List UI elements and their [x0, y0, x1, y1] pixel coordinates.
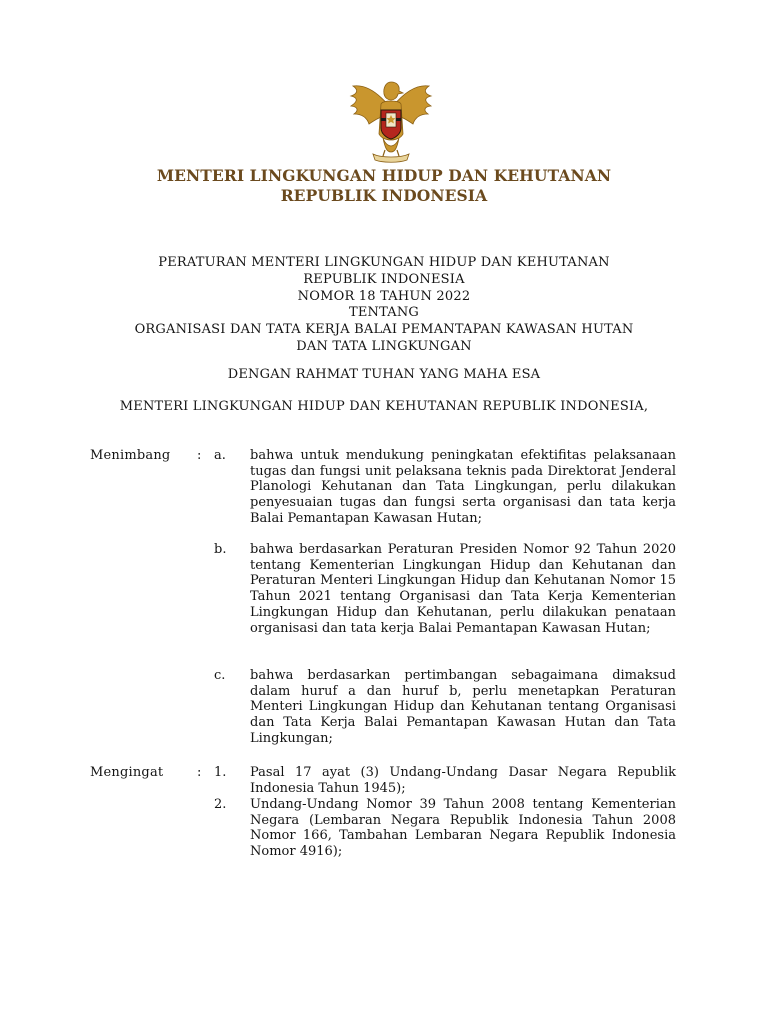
section-menimbang [90, 448, 678, 758]
list-item-text: bahwa berdasarkan pertimbangan sebagaimana dimaksud dalam huruf a dan huruf b, perlu menetapkan Peraturan Menteri Lingkungan Hidup dan Kehutanan tentang Organisasi dan Tata Kerja Balai Pemantapan Kawasan Hutan dan Tata Lingkungan; [250, 668, 676, 746]
section-colon: : [197, 765, 202, 780]
title-line-1: PERATURAN MENTERI LINGKUNGAN HIDUP DAN KEHUTANAN [158, 255, 610, 270]
title-line-subject-1: ORGANISASI DAN TATA KERJA BALAI PEMANTAPAN KAWASAN HUTAN [134, 322, 634, 338]
title-line-number: NOMOR 18 TAHUN 2022 [297, 288, 471, 304]
section-mengingat [90, 765, 678, 875]
list-item-text: Pasal 17 ayat (3) Undang-Undang Dasar Negara Republik Indonesia Tahun 1945); [250, 765, 676, 796]
invocation-line: DENGAN RAHMAT TUHAN YANG MAHA ESA [227, 367, 541, 382]
list-marker: 2. [214, 797, 227, 812]
list-marker: c. [214, 668, 226, 683]
title-line-subject-2: DAN TATA LINGKUNGAN [296, 338, 472, 354]
list-marker: b. [214, 542, 227, 557]
letterhead-country: REPUBLIK INDONESIA [280, 186, 488, 205]
list-marker: 1. [214, 765, 227, 780]
ministry-letterhead [0, 166, 768, 206]
list-item-text: Undang-Undang Nomor 39 Tahun 2008 tentang Kementerian Negara (Lembaran Negara Republik Indonesia Tahun 2008 Nomor 166, Tambahan Lembaran Negara Republik Indonesia Nomor 4916); [250, 797, 676, 860]
list-marker: a. [214, 448, 226, 463]
section-label-menimbang: Menimbang [90, 448, 171, 463]
title-line-tentang: TENTANG [348, 305, 420, 321]
section-label-mengingat: Mengingat [90, 765, 164, 780]
garuda-emblem-icon [345, 76, 437, 166]
minister-line: MENTERI LINGKUNGAN HIDUP DAN KEHUTANAN REPUBLIK INDONESIA, [119, 399, 649, 414]
list-item-text: bahwa berdasarkan Peraturan Presiden Nomor 92 Tahun 2020 tentang Kementerian Lingkungan Hidup dan Kehutanan dan Peraturan Menteri Lingkungan Hidup dan Kehutanan Nomor 15 Tahun 2021 tentang Organisasi dan Tata Kerja Kementerian Lingkungan Hidup dan Kehutanan, perlu dilakukan penataan organisasi dan tata kerja Balai Pemantapan Kawasan Hutan; [250, 542, 676, 636]
title-line-2: REPUBLIK INDONESIA [303, 271, 465, 287]
regulation-title [90, 255, 678, 356]
section-colon: : [197, 448, 202, 463]
letterhead-ministry-name: MENTERI LINGKUNGAN HIDUP DAN KEHUTANAN [156, 166, 612, 185]
list-item-text: bahwa untuk mendukung peningkatan efektifitas pelaksanaan tugas dan fungsi unit pelaksana teknis pada Direktorat Jenderal Planologi Kehutanan dan Tata Lingkungan, perlu dilakukan penyesuaian tugas dan fungsi serta organisasi dan tata kerja Balai Pemantapan Kawasan Hutan; [250, 448, 676, 526]
